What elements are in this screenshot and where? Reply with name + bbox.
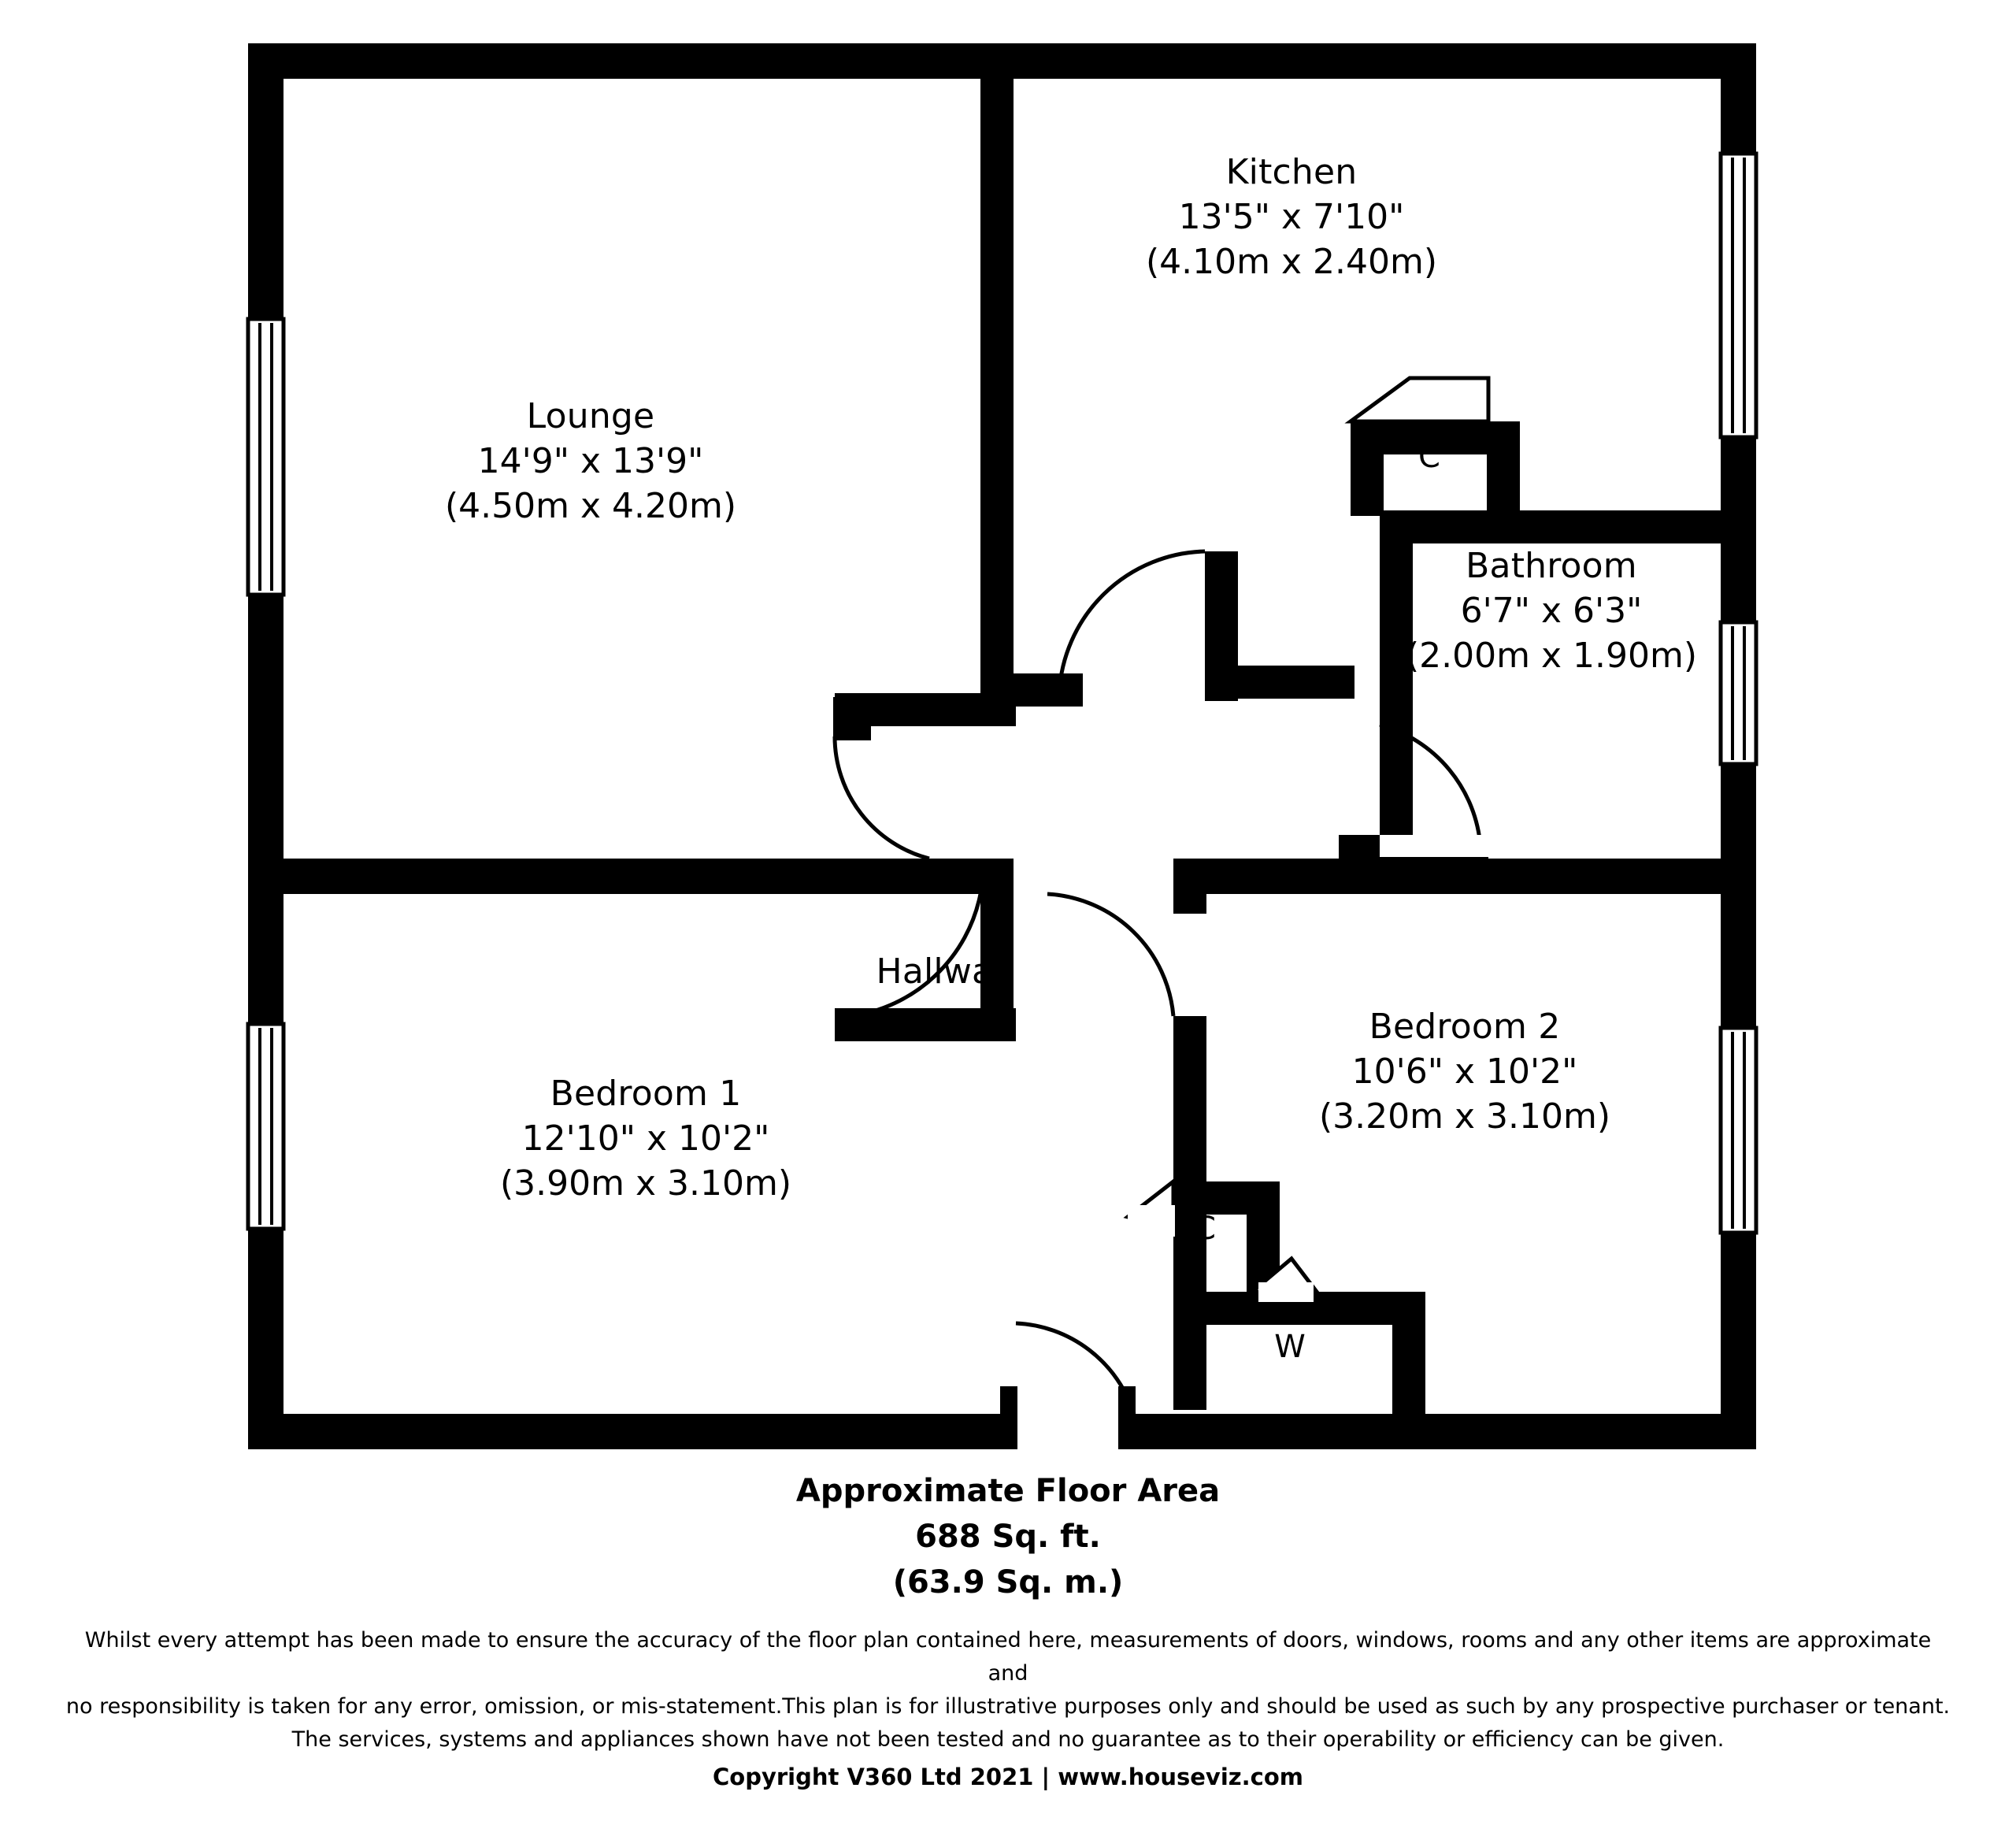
interior-wall-kitchen-right-stub	[1205, 551, 1238, 701]
door-swing-entrance	[1016, 1323, 1134, 1414]
room-name-lounge: Lounge	[526, 396, 655, 436]
disclaimer	[63, 1624, 1953, 1756]
door-swing-kitchen	[1059, 551, 1205, 693]
marker-cupboard-kitchen	[1398, 441, 1461, 473]
room-name-bedroom2: Bedroom 2	[1369, 1007, 1561, 1047]
room-label-kitchen	[1071, 150, 1512, 285]
interior-wall-lounge-bedroom1	[284, 859, 1012, 894]
door-gap-entrance	[1017, 1414, 1118, 1449]
disclaimer-line-2: no responsibility is taken for any error, omission, or mis-statement.This plan is for illustrative purposes only and should be used as such by any prospective purchaser or tenant.	[65, 1693, 1951, 1719]
washer-door-gap	[1258, 1282, 1314, 1302]
room-label-lounge	[370, 394, 811, 529]
interior-wall-hall-left	[980, 859, 1014, 894]
interior-wall-bathroom-top	[1380, 510, 1722, 543]
room-name-bathroom: Bathroom	[1466, 546, 1637, 586]
window-bedroom2-right	[1721, 1028, 1756, 1233]
room-label-bedroom2	[1244, 1004, 1685, 1140]
area-sqm: (63.9 Sq. m.)	[892, 1564, 1124, 1601]
door-gap-bathroom	[1380, 835, 1490, 857]
room-name-kitchen: Kitchen	[1225, 152, 1358, 192]
room-label-hallway	[788, 949, 1102, 994]
cupboard-kitchen-door	[1351, 378, 1488, 421]
marker-cupboard-hall	[1173, 1211, 1236, 1247]
room-dim-metric-bathroom: (2.00m x 1.90m)	[1405, 636, 1697, 677]
cupboard-hall-door-gap	[1128, 1205, 1175, 1237]
window-kitchen-right	[1721, 154, 1756, 437]
room-label-bathroom	[1331, 543, 1772, 679]
washer-right-wall	[1392, 1292, 1425, 1414]
room-name-bedroom1: Bedroom 1	[550, 1074, 742, 1114]
room-dim-imperial-bathroom: 6'7" x 6'3"	[1460, 591, 1643, 632]
room-dim-imperial-kitchen: 13'5" x 7'10"	[1178, 197, 1405, 238]
room-dim-imperial-bedroom2: 10'6" x 10'2"	[1351, 1052, 1578, 1092]
door-jamb-entrance-right	[1118, 1386, 1136, 1449]
room-dim-metric-kitchen: (4.10m x 2.40m)	[1145, 242, 1437, 283]
room-label-bedroom1	[425, 1071, 866, 1207]
door-jamb-lounge	[833, 697, 871, 740]
marker-letter-c-hall: C	[1194, 1211, 1216, 1247]
window-bedroom1-left	[248, 1024, 284, 1229]
area-sqft: 688 Sq. ft.	[915, 1519, 1101, 1555]
disclaimer-line-3: The services, systems and appliances shown have not been tested and no guarantee as to their operability or efficiency can be given.	[291, 1727, 1725, 1752]
marker-letter-c-kitchen: C	[1418, 439, 1440, 475]
footer	[0, 1473, 2016, 1790]
interior-wall-hall-bedroom2	[1173, 859, 1410, 894]
door-jamb-entrance-left	[1000, 1386, 1017, 1449]
interior-wall-hall-right-stub	[1173, 859, 1206, 914]
disclaimer-line-1: Whilst every attempt has been made to ensure the accuracy of the floor plan contained here, measurements of doors, windows, rooms and any other items are approximate and	[84, 1628, 1932, 1686]
room-dim-imperial-bedroom1: 12'10" x 10'2"	[521, 1118, 770, 1159]
marker-washer	[1258, 1331, 1321, 1363]
area-title: Approximate Floor Area	[795, 1473, 1221, 1509]
walls-group	[248, 43, 1756, 1449]
room-name-hallway: Hallway	[876, 951, 1014, 992]
copyright-notice: Copyright V360 Ltd 2021 | www.houseviz.com	[713, 1764, 1303, 1791]
room-dim-metric-lounge: (4.50m x 4.20m)	[444, 486, 736, 527]
room-dim-metric-bedroom2: (3.20m x 3.10m)	[1318, 1096, 1610, 1137]
marker-letter-w: W	[1274, 1329, 1306, 1365]
interior-wall-lounge-kitchen	[980, 79, 1014, 693]
interior-wall-bathroom-bottom	[1380, 859, 1722, 894]
room-dim-metric-bedroom1: (3.90m x 3.10m)	[499, 1163, 791, 1204]
cupboard-kitchen-right-wall	[1487, 421, 1520, 516]
door-swing-lounge	[835, 736, 929, 859]
window-lounge-left	[248, 319, 284, 595]
room-dim-imperial-lounge: 14'9" x 13'9"	[477, 441, 704, 482]
